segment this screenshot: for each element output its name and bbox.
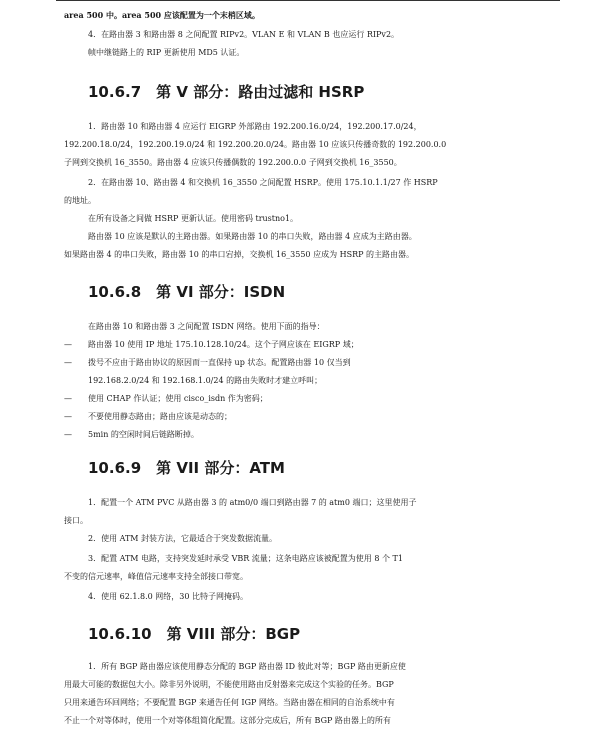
intro-text-2: 4．在路由器 3 和路由器 8 之间配置 RIPv2。VLAN E 和 VLAN B 也应运行 RIPv2。 — [88, 30, 400, 39]
s1067-paragraph-2 — [64, 174, 558, 210]
s1067-p3-line-1: 在所有设备之间做 HSRP 更新认证。使用密码 trustno1。 — [88, 214, 299, 223]
s10610-p1-line-2: 用最大可能的数据包大小。除非另外说明，不能使用路由反射器来完成这个实验的任务。BGP — [64, 680, 394, 689]
s1069-p4-line-1: 4．使用 62.1.8.0 网络，30 比特子网掩码。 — [88, 592, 248, 601]
s1067-paragraph-3 — [64, 210, 558, 228]
s1067-paragraph-1 — [64, 118, 558, 172]
heading-10-6-9: 10.6.9 第 VII 部分：ATM — [88, 459, 285, 477]
s1069-p3-line-1: 3．配置 ATM 电路，支持突发延时承受 VBR 流量；这条电路应该被配置为使用 8 个 T1 — [88, 554, 403, 563]
bullet-text: 使用 CHAP 作认证；使用 cisco_isdn 作为密码； — [88, 394, 268, 403]
s10610-p1-line-4: 不止一个对等体时，使用一个对等体组简化配置。这部分完成后，所有 BGP 路由器上的所有 — [64, 716, 391, 725]
s1067-p4-line-1: 路由器 10 应该是默认的主路由器。如果路由器 10 的串口失败，路由器 4 应成为主路由器。 — [88, 232, 417, 241]
list-item — [64, 390, 558, 408]
s1067-p1-line-2: 192.200.18.0/24，192.200.19.0/24 和 192.200.20.0/24。路由器 10 应该只传播奇数的 192.200.0.0 — [64, 140, 447, 149]
bullet-continuation: 192.168.2.0/24 和 192.168.1.0/24 的路由失败时才建立呼叫； — [88, 376, 323, 385]
heading-10-6-10: 10.6.10 第 VIII 部分：BGP — [88, 625, 301, 643]
dash-marker: — — [64, 430, 72, 439]
s10610-p1-line-1: 1．所有 BGP 路由器应该使用静态分配的 BGP 路由器 ID 彼此对等；BGP 路由更新应使 — [88, 662, 406, 671]
s1067-p1-line-1: 1．路由器 10 和路由器 4 应运行 EIGRP 外部路由 192.200.16.0/24，192.200.17.0/24， — [88, 122, 422, 131]
page-top-rule — [56, 0, 560, 1]
s1068-bullet-list — [64, 336, 558, 444]
bullet-text: 不要使用静态路由；路由应该是动态的； — [88, 412, 232, 421]
dash-marker: — — [64, 340, 72, 349]
s1069-paragraph-2 — [64, 530, 558, 548]
s1069-paragraph-3 — [64, 550, 558, 586]
s1068-lead — [64, 318, 558, 336]
dash-marker: — — [64, 358, 72, 367]
s1068-lead-text: 在路由器 10 和路由器 3 之间配置 ISDN 网络。使用下面的指导： — [88, 322, 325, 331]
s1069-paragraph-1 — [64, 494, 558, 530]
s1067-paragraph-4 — [64, 228, 558, 264]
list-item — [64, 408, 558, 426]
s1069-paragraph-4 — [64, 588, 558, 606]
intro-paragraph-4 — [88, 26, 558, 62]
intro-text-3: 帧中继链路上的 RIP 更新使用 MD5 认证。 — [88, 48, 245, 57]
heading-10-6-8: 10.6.8 第 VI 部分：ISDN — [88, 283, 286, 301]
s1069-p1-line-2: 接口。 — [64, 516, 88, 525]
intro-line-1 — [64, 6, 558, 24]
s1067-p2-line-1: 2．在路由器 10、路由器 4 和交换机 16_3550 之间配置 HSRP。使用 175.10.1.1/27 作 HSRP — [88, 178, 438, 187]
bullet-text: 路由器 10 使用 IP 地址 175.10.128.10/24。这个子网应该在 EIGRP 域； — [88, 340, 359, 349]
s10610-p1-line-3: 只用来通告环回网络；不要配置 BGP 来通告任何 IGP 网络。当路由器在相同的自治系统中有 — [64, 698, 395, 707]
s1067-p4-line-2: 如果路由器 4 的串口失败，路由器 10 的串口宕掉，交换机 16_3550 应成为 HSRP 的主路由器。 — [64, 250, 415, 259]
s1069-p2-line-1: 2．使用 ATM 封装方法，它最适合于突发数据流量。 — [88, 534, 278, 543]
s1067-p2-line-2: 的地址。 — [64, 196, 96, 205]
s1069-p3-line-2: 不变的信元速率，峰值信元速率支持全部接口带宽。 — [64, 572, 248, 581]
dash-marker: — — [64, 412, 72, 421]
intro-text-1: area 500 中。area 500 应该配置为一个末梢区域。 — [64, 10, 260, 20]
s10610-paragraph-1 — [64, 658, 558, 730]
s1067-p1-line-3: 子网到交换机 16_3550。路由器 4 应该只传播偶数的 192.200.0.0 子网到交换机 16_3550。 — [64, 158, 402, 167]
list-item — [64, 354, 558, 372]
bullet-text: 拨号不应由于路由协议的原因而一直保持 up 状态。配置路由器 10 仅当到 — [88, 358, 351, 367]
heading-10-6-7: 10.6.7 第 V 部分：路由过滤和 HSRP — [88, 83, 365, 101]
bullet-text: 5min 的空闲时间后链路断掉。 — [88, 430, 199, 439]
s1069-p1-line-1: 1．配置一个 ATM PVC 从路由器 3 的 atm0/0 端口到路由器 7 的 atm0 端口；这里使用子 — [88, 498, 417, 507]
list-item — [64, 426, 558, 444]
list-item — [64, 336, 558, 354]
dash-marker: — — [64, 394, 72, 403]
